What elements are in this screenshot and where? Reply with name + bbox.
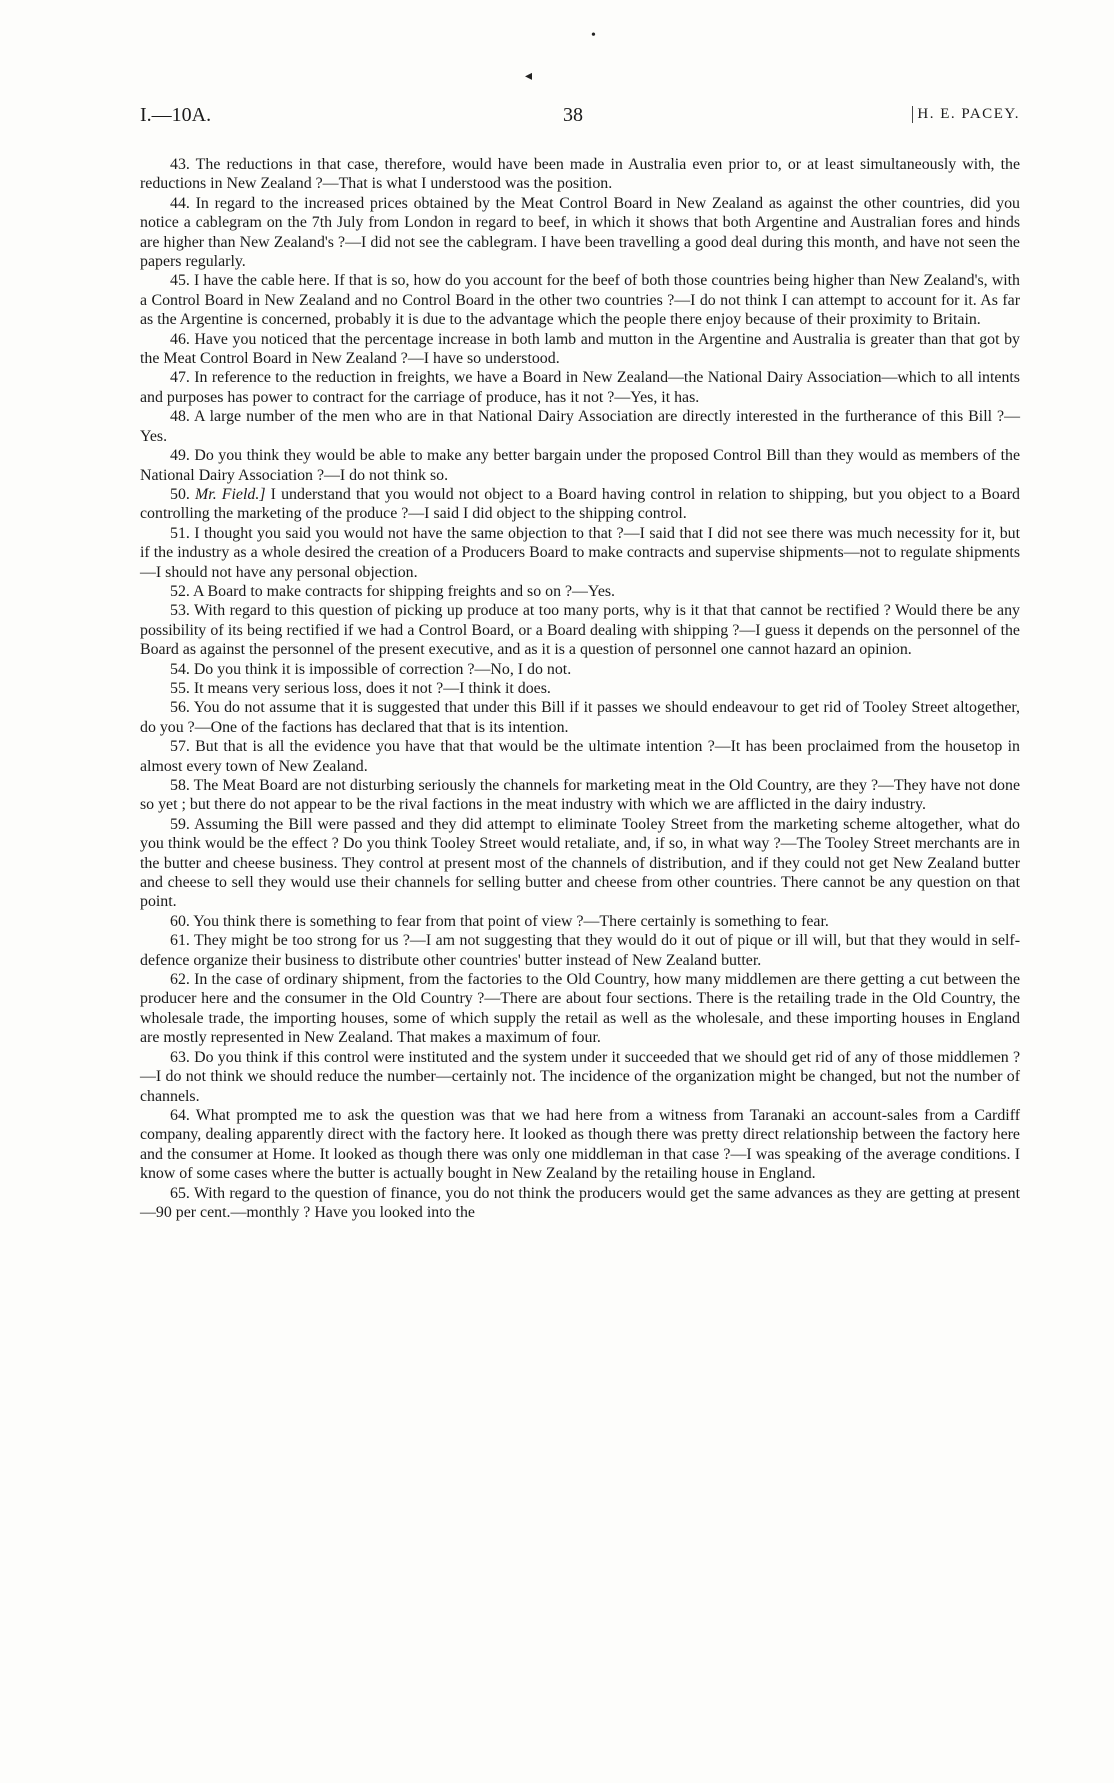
testimony-body bbox=[140, 155, 1020, 1222]
question-paragraph: 49. Do you think they would be able to make any better bargain under the proposed Control Bill than they would as members of the National Dairy Association ?—I do not think so. bbox=[140, 447, 1020, 484]
question-paragraph: 46. Have you noticed that the percentage increase in both lamb and mutton in the Argentine and Australia is greater than that got by the Meat Control Board in New Zealand ?—I have so understood. bbox=[140, 330, 1020, 368]
question-number: 50. bbox=[170, 485, 190, 503]
speaker-name: Mr. Field.] bbox=[195, 485, 266, 503]
ink-mark: • bbox=[591, 28, 596, 43]
page-number: 38 bbox=[563, 104, 583, 126]
question-paragraph: 56. You do not assume that it is suggested that under this Bill if it passes we should endeavour to get rid of Tooley Street altogether, do you ?—One of the factions has declared that that is its intention. bbox=[140, 699, 1020, 736]
question-paragraph: 55. It means very serious loss, does it not ?—I think it does. bbox=[170, 679, 551, 697]
question-paragraph: 57. But that is all the evidence you have that that would be the ultimate intention ?—It has been proclaimed from the housetop in almost every town of New Zealand. bbox=[140, 738, 1020, 775]
document-reference: I.—10A. bbox=[140, 104, 212, 126]
question-paragraph: 61. They might be too strong for us ?—I am not suggesting that they would do it out of pique or ill will, but that they would in self-defence organize their business to distribute other countries' butter instead of New Zealand butter. bbox=[140, 932, 1020, 969]
question-text: I understand that you would not object to a Board having control in relation to shipping, but you object to a Board controlling the marketing of the produce ?—I said I did object to the shipping control. bbox=[140, 485, 1020, 523]
question-paragraph: 62. In the case of ordinary shipment, from the factories to the Old Country, how many middlemen are there getting a cut between the producer here and the consumer in the Old Country ?—There are about four sections. There is the retailing trade in the Old Country, the wholesale trade, the importing houses, some of which supply the retail as well as the wholesale, and these importing houses in England are mostly represented in New Zealand. That makes a maximum of four. bbox=[140, 971, 1020, 1047]
question-paragraph: 63. Do you think if this control were instituted and the system under it succeeded that we should get rid of any of those middlemen ?—I do not think we should reduce the number—certainly not. The incidence of the organization might be changed, but not the number of channels. bbox=[140, 1048, 1020, 1105]
question-paragraph: 52. A Board to make contracts for shipping freights and so on ?—Yes. bbox=[170, 582, 616, 600]
page-header bbox=[140, 104, 1020, 130]
question-paragraph: 47. In reference to the reduction in freights, we have a Board in New Zealand—the National Dairy Association—which to all intents and purposes has power to contract for the carriage of produce, has it not ?—Yes, it has. bbox=[140, 369, 1020, 406]
question-paragraph: 43. The reductions in that case, therefore, would have been made in Australia even prior to, or at least simultaneously with, the reductions in New Zealand ?—That is what I understood was the position. bbox=[140, 156, 1020, 193]
question-paragraph: 59. Assuming the Bill were passed and they did attempt to eliminate Tooley Street from the marketing scheme altogether, what do you think would be the effect ? Do you think Tooley Street would retaliate, and, if so, in what way ?—The Tooley Street merchants are in the butter and cheese business. They control at present most of the channels of distribution, and if they could not get New Zealand butter and cheese to sell they would use their channels for selling butter and cheese from other countries. There cannot be any question on that point. bbox=[140, 815, 1020, 911]
witness-name: H. E. PACEY. bbox=[912, 106, 1020, 123]
question-paragraph: 64. What prompted me to ask the question was that we had here from a witness from Taranaki an account-sales from a Cardiff company, dealing apparently direct with the factory here. It looked as though there was pretty direct relationship between the factory here and the consumer at Home. It looked as though there was only one middleman in that case ?—I was speaking of the average conditions. I know of some cases where the butter is actually bought in New Zealand by the retailing house in England. bbox=[140, 1106, 1020, 1183]
ink-mark: ◂ bbox=[525, 69, 533, 84]
question-paragraph: 58. The Meat Board are not disturbing seriously the channels for marketing meat in the Old Country, are they ?—They have not done so yet ; but there do not appear to be the rival factions in the meat industry with which we are afflicted in the dairy industry. bbox=[140, 777, 1020, 814]
question-paragraph: 54. Do you think it is impossible of correction ?—No, I do not. bbox=[170, 660, 572, 678]
question-paragraph: 48. A large number of the men who are in that National Dairy Association are directly interested in the furtherance of this Bill ?—Yes. bbox=[140, 408, 1020, 445]
question-paragraph: 45. I have the cable here. If that is so, how do you account for the beef of both those countries being higher than New Zealand's, with a Control Board in New Zealand and no Control Board in the other two countries ?—I do not think I can attempt to account for it. As far as the Argentine is concerned, probably it is due to the advantage which the people there enjoy because of their proximity to Britain. bbox=[140, 272, 1020, 329]
question-paragraph: 44. In regard to the increased prices obtained by the Meat Control Board in New Zealand as against the other countries, did you notice a cablegram on the 7th July from London in regard to beef, in which it shows that both Argentine and Australian fores and hinds are higher than New Zealand's ?—I did not see the cablegram. I have been travelling a good deal during this month, and have not seen the papers regularly. bbox=[140, 194, 1020, 271]
question-paragraph: 51. I thought you said you would not have the same objection to that ?—I said that I did not see there was much necessity for it, but if the industry as a whole desired the creation of a Producers Board to make contracts and supervise shipments—not to regulate shipments—I should not have any personal objection. bbox=[140, 524, 1020, 581]
question-paragraph: 60. You think there is something to fear from that point of view ?—There certainly is something to fear. bbox=[170, 912, 829, 930]
question-paragraph: 65. With regard to the question of finance, you do not think the producers would get the same advances as they are getting at present—90 per cent.—monthly ? Have you looked into the bbox=[140, 1184, 1020, 1221]
question-paragraph bbox=[140, 485, 1020, 524]
question-paragraph: 53. With regard to this question of picking up produce at too many ports, why is it that that cannot be rectified ? Would there be any possibility of its being rectified if we had a Control Board, or a Board dealing with shipping ?—I guess it depends on the personnel of the Board as against the personnel of the present executive, and as it is a question of personnel one cannot hazard an opinion. bbox=[140, 602, 1020, 659]
